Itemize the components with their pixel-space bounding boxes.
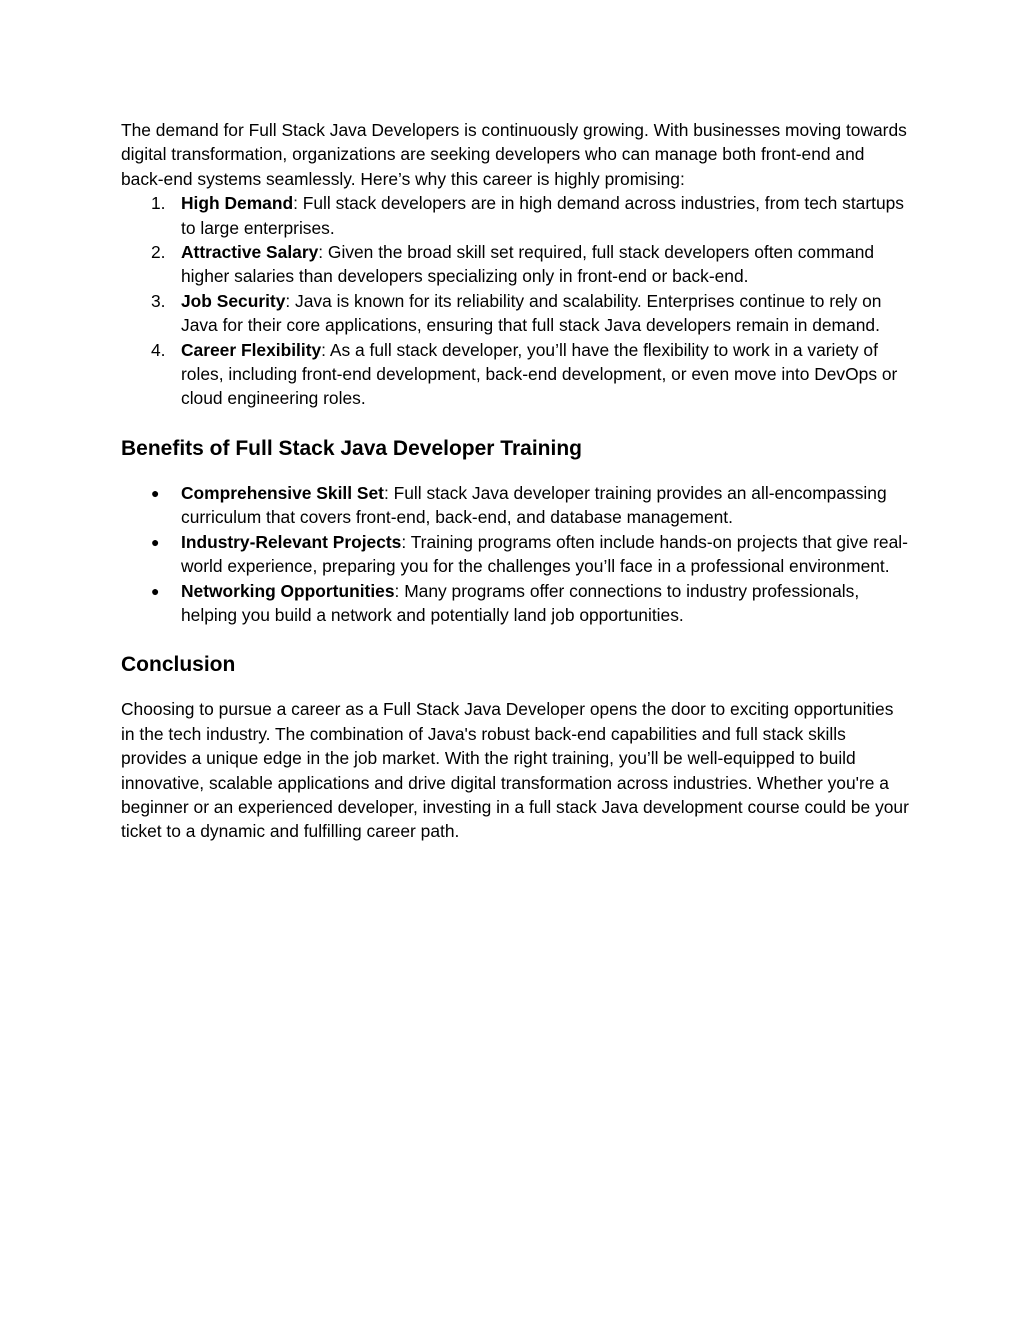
list-number: 4. [151,339,166,360]
list-item [121,579,911,628]
intro-paragraph: The demand for Full Stack Java Developers is continuously growing. With businesses moving towards digital transformation, organizations are seeking developers who can manage both front-end and back-end systems seamlessly. Here’s why this career is highly promising: [121,120,907,189]
benefits-list [121,481,911,627]
list-item [121,289,911,338]
benefits-heading: Benefits of Full Stack Java Developer Training [121,436,582,460]
item-text: : Full stack Java developer training provides an all-encompassing curriculum that covers front-end, back-end, and database management. [181,482,887,528]
bullet-icon: ● [151,582,160,599]
reasons-list [121,191,911,411]
item-term: Career Flexibility [181,339,322,360]
list-item [121,191,911,240]
list-item [121,240,911,289]
list-item [121,530,911,579]
item-text: : Full stack developers are in high demand across industries, from tech startups to large enterprises. [181,193,904,238]
item-term: Job Security [181,290,286,311]
list-number: 2. [151,242,166,263]
item-term: Networking Opportunities [181,580,395,601]
item-term: Comprehensive Skill Set [181,482,384,503]
list-item [121,481,911,530]
list-number: 1. [151,193,166,214]
item-text: : As a full stack developer, you’ll have the flexibility to work in a variety of roles, including front-end development, back-end development, or even move into DevOps or cloud engineering roles. [181,339,898,409]
item-term: Attractive Salary [181,242,319,263]
item-term: High Demand [181,193,294,214]
item-term: Industry-Relevant Projects [181,531,402,552]
conclusion-heading: Conclusion [121,653,236,677]
bullet-icon: ● [151,484,160,501]
list-item [121,338,911,411]
item-text: : Java is known for its reliability and scalability. Enterprises continue to rely on Java for their core applications, ensuring that full stack Java developers remain in demand. [181,290,882,336]
item-text: : Many programs offer connections to industry professionals, helping you build a network and potentially land job opportunities. [181,580,860,625]
bullet-icon: ● [151,533,160,550]
conclusion-paragraph: Choosing to pursue a career as a Full Stack Java Developer opens the door to exciting opportunities in the tech industry. The combination of Java's robust back-end capabilities and full stack skills provides a unique edge in the job market. With the right training, you’ll be well-equipped to build innovative, scalable applications and drive digital transformation across industries. Whether you're a beginner or an experienced developer, investing in a full stack Java development course could be your ticket to a dynamic and fulfilling career path. [121,699,909,842]
list-number: 3. [151,290,166,311]
document-page [121,118,911,844]
item-text: : Training programs often include hands-on projects that give real-world experience, preparing you for the challenges you’ll face in a professional environment. [181,531,908,577]
item-text: : Given the broad skill set required, full stack developers often command higher salaries than developers specializing only in front-end or back-end. [181,242,875,287]
